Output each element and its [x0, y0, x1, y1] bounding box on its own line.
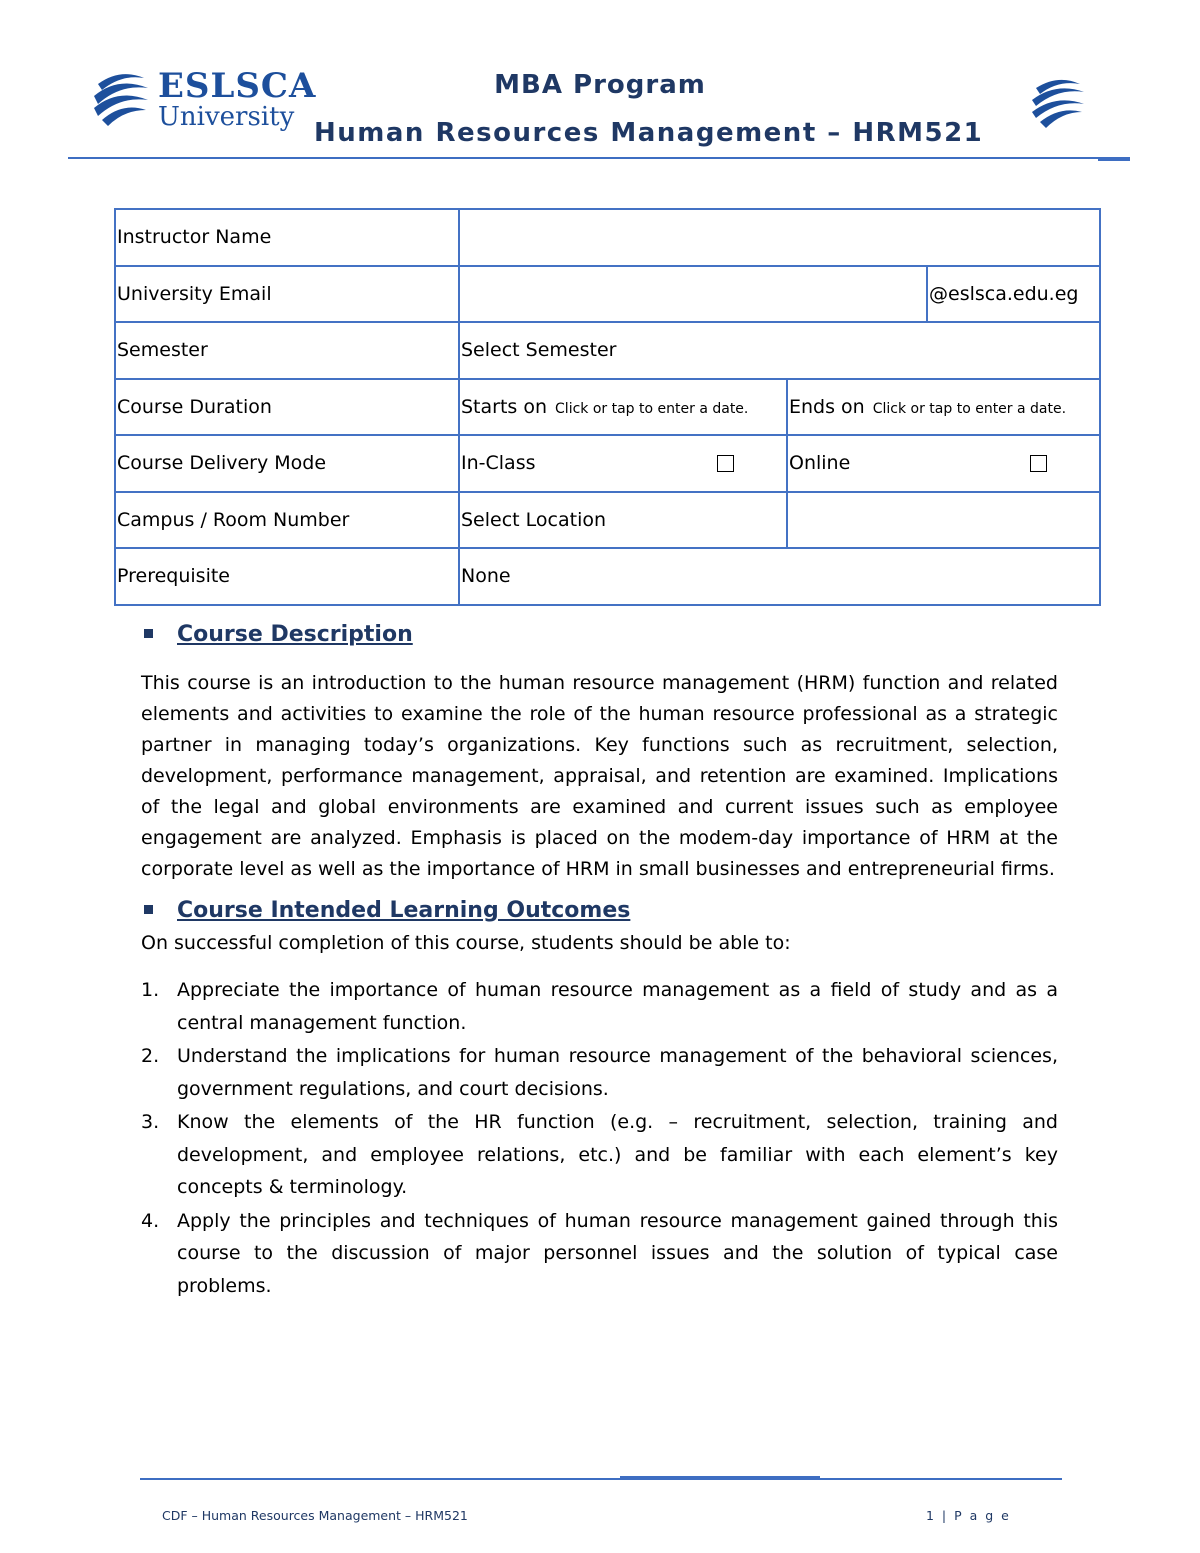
row-duration: [115, 379, 1100, 436]
footer-document-title: CDF – Human Resources Management – HRM521: [162, 1508, 468, 1523]
prereq-value: None: [459, 548, 1100, 605]
list-item: [141, 1040, 1058, 1105]
online-label: Online: [789, 452, 851, 475]
list-text: Apply the principles and techniques of human resource management gained through this course to the discussion of major personnel issues and the solution of typical case problems.: [177, 1209, 1058, 1297]
row-prereq: [115, 548, 1100, 605]
email-label: University Email: [115, 266, 459, 323]
list-item: [141, 1205, 1058, 1303]
semester-select[interactable]: Select Semester: [459, 322, 1100, 379]
course-title: Human Resources Management – HRM521: [314, 118, 984, 148]
row-email: [115, 266, 1100, 323]
outcomes-heading-text: Course Intended Learning Outcomes: [177, 898, 631, 923]
eslsca-swirl-right-icon: [1028, 74, 1086, 134]
list-text: Understand the implications for human resource management of the behavioral sciences, government regulations, and court decisions.: [177, 1045, 1058, 1100]
outcomes-list: [141, 974, 1058, 1303]
ends-label: Ends on: [789, 395, 865, 418]
footer-rule: [140, 1478, 1062, 1480]
location-select[interactable]: Select Location: [459, 492, 787, 549]
list-number: 3.: [141, 1111, 160, 1133]
inclass-cell: [459, 435, 787, 492]
duration-label: Course Duration: [115, 379, 459, 436]
list-number: 1.: [141, 979, 160, 1001]
list-number: 4.: [141, 1209, 160, 1232]
start-date-picker[interactable]: Click or tap to enter a date.: [555, 400, 749, 417]
end-date-picker[interactable]: Click or tap to enter a date.: [872, 400, 1067, 417]
row-campus: [115, 492, 1100, 549]
delivery-label: Course Delivery Mode: [115, 435, 459, 492]
starts-cell: [459, 379, 787, 436]
footer-rule-accent: [620, 1476, 820, 1479]
description-paragraph: This course is an introduction to the human resource management (HRM) function and related elements and activities to examine the role of the human resource professional as a strategic partner in managing today’s organizations. Key functions such as recruitment, selection, development, performance management, appraisal, and retention are examined. Implications of the legal and global environments are examined and current issues such as employee engagement are analyzed. Emphasis is placed on the modem-day importance of HRM at the corporate level as well as the importance of HRM in small businesses and entrepreneurial firms.: [141, 672, 1058, 880]
course-info-table: [114, 208, 1101, 606]
list-item: [141, 974, 1058, 1039]
square-bullet-icon: [144, 629, 153, 638]
eslsca-swirl-icon: [90, 66, 150, 130]
logo-name: ESLSCA: [158, 66, 317, 106]
description-heading: [144, 622, 413, 647]
online-cell: [787, 435, 1100, 492]
starts-label: Starts on: [461, 395, 548, 418]
instructor-label: Instructor Name: [115, 209, 459, 266]
outcomes-heading: [144, 898, 630, 923]
list-text: Know the elements of the HR function (e.g. – recruitment, selection, training and development, and employee relations, etc.) and be familiar with each element’s key concepts & terminology.: [177, 1111, 1058, 1198]
logo-subtitle: University: [158, 102, 295, 132]
row-semester: [115, 322, 1100, 379]
instructor-field[interactable]: [459, 209, 1100, 266]
row-delivery: [115, 435, 1100, 492]
inclass-label: In-Class: [461, 452, 536, 475]
list-item: [141, 1106, 1058, 1204]
outcomes-lead: On successful completion of this course, students should be able to:: [141, 932, 791, 954]
square-bullet-icon: [144, 905, 153, 914]
semester-label: Semester: [115, 322, 459, 379]
header-rule-accent: [1098, 157, 1130, 161]
email-domain: @eslsca.edu.eg: [927, 266, 1100, 323]
program-title: MBA Program: [494, 70, 706, 100]
online-checkbox[interactable]: [1030, 455, 1047, 472]
row-instructor: [115, 209, 1100, 266]
email-field[interactable]: [459, 266, 927, 323]
description-heading-text: Course Description: [177, 622, 413, 647]
footer-page-number: 1 | P a g e: [926, 1508, 1011, 1523]
campus-label: Campus / Room Number: [115, 492, 459, 549]
ends-cell: [787, 379, 1100, 436]
prereq-label: Prerequisite: [115, 548, 459, 605]
header-rule: [68, 157, 1130, 159]
list-text: Appreciate the importance of human resource management as a field of study and as a central management function.: [177, 979, 1058, 1034]
list-number: 2.: [141, 1045, 160, 1067]
inclass-checkbox[interactable]: [717, 455, 734, 472]
room-field[interactable]: [787, 492, 1100, 549]
eslsca-logo: [90, 66, 320, 136]
